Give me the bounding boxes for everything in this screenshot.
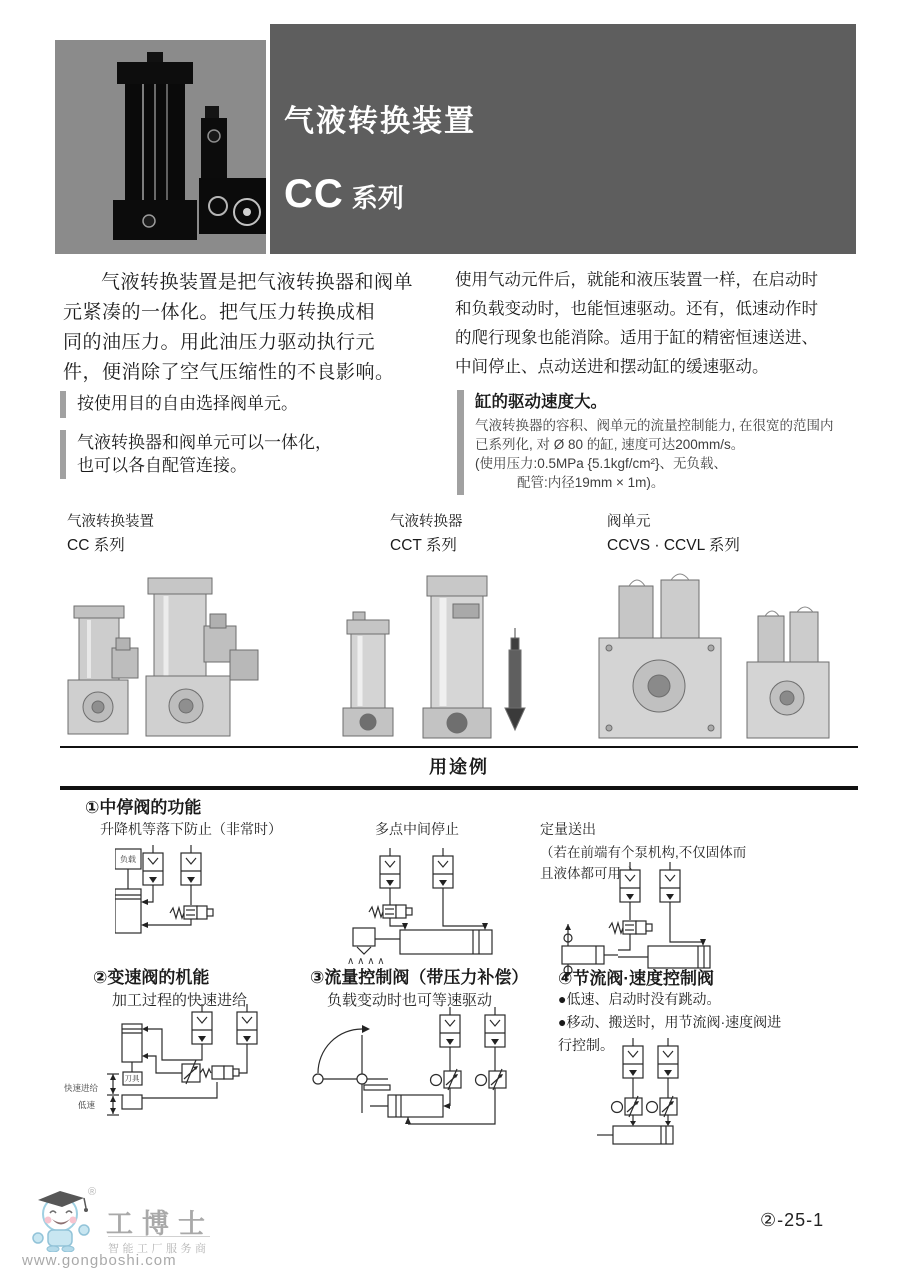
- schematic-throttle-speed-control: [595, 1038, 795, 1155]
- case3-caption: 负载变动时也可等速驱动: [327, 992, 493, 1009]
- fast-feed-label: 快速进给: [64, 1083, 99, 1093]
- intro-left-line: 气液转换装置是把气液转换器和阀单: [101, 272, 414, 293]
- intro-paragraph-left: [63, 268, 463, 388]
- page-title: 气液转换装置: [284, 105, 476, 138]
- bullet-bar: [457, 390, 464, 495]
- page-number: ②-25-1: [760, 1210, 825, 1230]
- bullet-bar: [60, 391, 66, 418]
- bullet-bar: [60, 430, 66, 479]
- product-photo-cc: [60, 568, 320, 748]
- intro-right-line: 和负载变动时，也能恒速驱动。还有，低速动作时: [455, 300, 818, 318]
- product-photo-cct: [335, 568, 545, 748]
- case3-title: ③流量控制阀（带压力补偿）: [310, 968, 529, 987]
- intro-left-line: 件，便消除了空气压缩性的不良影响。: [63, 362, 395, 383]
- slow-label: 低速: [78, 1100, 96, 1110]
- schematic-speed-change: [62, 998, 317, 1153]
- case2-title: ②变速阀的机能: [93, 968, 210, 987]
- feature-bullet-1-text: 按使用目的自由选择阀单元。: [77, 394, 298, 413]
- feature-bullet-right: [457, 390, 865, 495]
- series-code: CC: [284, 172, 344, 216]
- brand-watermark: [22, 1186, 252, 1269]
- case2-caption: 加工过程的快速进给: [112, 992, 248, 1009]
- feature-right-body: 气液转换器的容积、阀单元的流量控制能力, 在很宽的范围内 已系列化, 对 Ø 80 的缸, 速度可达200mm/s。 (使用压力:0.5MPa {5.1kgf/cm²}、无负载、 配管:内径19mm × 1m)。: [475, 418, 834, 490]
- schematic-multipoint-stop: [345, 848, 520, 971]
- schematic-lift-drop-prevention: [115, 845, 245, 950]
- usage-rule-top: [60, 746, 858, 748]
- intro-paragraph-right: [455, 266, 865, 382]
- intro-left-line: 同的油压力。用此油压力驱动执行元: [63, 332, 376, 353]
- product-photo-ccvs-ccvl: [585, 568, 860, 748]
- usage-section-title: 用途例: [429, 757, 489, 777]
- page-series-title: [284, 172, 404, 217]
- product-label-ccvs-ccvl: 阀单元 CCVS · CCVL 系列: [607, 514, 740, 554]
- feature-right-heading: 缸的驱动速度大。: [475, 393, 607, 411]
- intro-left-line: 元紧凑的一体化。把气压力转换成相: [63, 302, 376, 323]
- header-photo-graphic: [55, 40, 266, 254]
- case1-ex3-caption: 定量送出: [540, 821, 596, 837]
- series-word: 系列: [351, 183, 404, 213]
- intro-right-line: 的爬行现象也能消除。适用于缸的精密恒速送进、: [455, 329, 818, 347]
- brand-name: 工博士: [106, 1209, 214, 1239]
- case4-bullet2: ●移动、搬送时，用节流阀·速度阀进: [558, 1014, 782, 1030]
- product-label-cct: 气液转换器 CCT 系列: [390, 514, 463, 554]
- brand-url: www.gongboshi.com: [22, 1252, 177, 1269]
- intro-right-line: 中间停止、点动送进和摆动缸的缓速驱动。: [455, 358, 769, 376]
- brand-subtitle: 智能工厂服务商: [108, 1236, 210, 1256]
- case1-ex1-caption: 升降机等落下防止（非常时）: [100, 821, 282, 837]
- schematic-flow-control: [308, 995, 553, 1150]
- feature-bullet-2-text: 气液转换器和阀单元可以一体化， 也可以各自配管连接。: [77, 433, 332, 475]
- case1-ex3-note2: 且液体都可用。）: [540, 866, 642, 881]
- feature-bullet-2: [60, 430, 450, 479]
- load-label: 负载: [120, 855, 136, 864]
- case4-bullet1: ●低速、启动时没有跳动。: [558, 991, 721, 1007]
- case1-ex3-note1: （若在前端有个泵机构,不仅固体而: [540, 845, 747, 860]
- header-product-photo: [55, 40, 266, 254]
- case4-title: ④节流阀·速度控制阀: [558, 969, 715, 988]
- tool-label: 刀具: [124, 1074, 140, 1083]
- hatch-marks: ∧ ∧ ∧ ∧: [347, 956, 385, 966]
- intro-right-line: 使用气动元件后，就能和液压装置一样，在启动时: [455, 271, 818, 289]
- feature-bullet-1: [60, 391, 450, 418]
- case1-title: ①中停阀的功能: [85, 798, 202, 817]
- product-label-cc: 气液转换装置 CC 系列: [67, 514, 154, 554]
- usage-rule-bottom: [60, 786, 858, 790]
- registered-mark: ®: [88, 1186, 97, 1198]
- header-title-band: [270, 24, 856, 254]
- case1-ex2-caption: 多点中间停止: [375, 821, 459, 837]
- case4-bullet3: 行控制。: [558, 1037, 614, 1053]
